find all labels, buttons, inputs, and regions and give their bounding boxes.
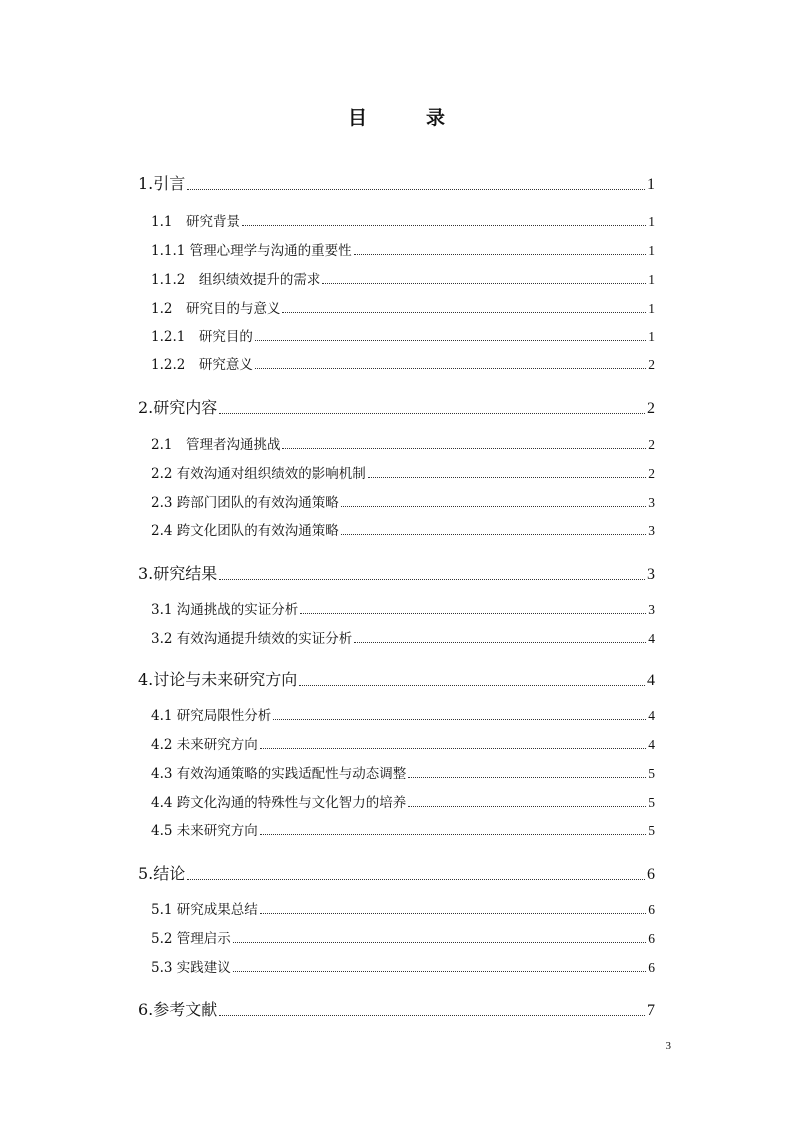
- toc-entry-page: 3: [647, 566, 655, 583]
- toc-entry-text: 1.2.2 研究意义: [151, 357, 253, 373]
- toc-entry-page: 1: [648, 243, 655, 258]
- page-number: 3: [665, 1040, 671, 1052]
- toc-entry-text: 5.结论: [138, 864, 186, 883]
- toc-entry[interactable]: [151, 355, 655, 373]
- toc-entry-text: 1.2.1 研究目的: [151, 329, 253, 345]
- toc-entry[interactable]: [151, 900, 655, 918]
- toc-entry[interactable]: [151, 629, 655, 647]
- toc-entry[interactable]: [151, 600, 655, 618]
- toc-entry[interactable]: [151, 793, 655, 811]
- toc-entry-text: 1.1.2 组织绩效提升的需求: [151, 272, 321, 288]
- toc-entry-page: 5: [648, 823, 655, 838]
- toc-dot-leader: [322, 282, 646, 284]
- toc-entry[interactable]: [151, 958, 655, 976]
- toc-entry-text: 2.研究内容: [138, 398, 218, 417]
- toc-entry-page: 3: [648, 523, 655, 538]
- toc-entry-text: 3.研究结果: [138, 564, 218, 583]
- toc-entry[interactable]: [151, 435, 655, 453]
- toc-dot-leader: [341, 533, 646, 535]
- toc-entry[interactable]: [151, 706, 655, 724]
- toc-entry-text: 3.2 有效沟通提升绩效的实证分析: [151, 631, 353, 647]
- toc-dot-leader: [408, 776, 646, 778]
- toc-entry-text: 3.1 沟通挑战的实证分析: [151, 602, 299, 618]
- toc-dot-leader: [260, 833, 646, 835]
- toc-entry[interactable]: [151, 735, 655, 753]
- toc-entry-text: 2.1 管理者沟通挑战: [151, 437, 281, 453]
- toc-dot-leader: [354, 641, 646, 643]
- toc-dot-leader: [255, 339, 646, 341]
- toc-entry-page: 5: [648, 766, 655, 781]
- toc-entry-text: 2.2 有效沟通对组织绩效的影响机制: [151, 466, 366, 482]
- toc-entry[interactable]: [151, 241, 655, 259]
- toc-entry-page: 7: [647, 1002, 655, 1019]
- toc-entry-page: 2: [648, 466, 655, 481]
- toc-entry[interactable]: [151, 764, 655, 782]
- toc-entry-text: 4.1 研究局限性分析: [151, 708, 272, 724]
- toc-dot-leader: [233, 941, 646, 943]
- toc-dot-leader: [282, 447, 646, 449]
- toc-entry[interactable]: [151, 493, 655, 511]
- toc-title: 目 录: [347, 107, 465, 129]
- toc-entry-text: 5.2 管理启示: [151, 931, 231, 947]
- toc-dot-leader: [219, 578, 645, 580]
- toc-entry-page: 4: [647, 672, 655, 689]
- toc-entry-text: 4.5 未来研究方向: [151, 823, 258, 839]
- toc-entry-page: 6: [648, 931, 655, 946]
- toc-dot-leader: [408, 805, 646, 807]
- toc-dot-leader: [242, 224, 646, 226]
- toc-dot-leader: [187, 188, 645, 190]
- toc-entry-page: 4: [648, 708, 655, 723]
- toc-entry-text: 5.3 实践建议: [151, 960, 231, 976]
- toc-dot-leader: [354, 253, 647, 255]
- toc-entry[interactable]: [138, 862, 655, 884]
- toc-entry-page: 6: [648, 902, 655, 917]
- toc-entry-text: 4.2 未来研究方向: [151, 737, 258, 753]
- toc-dot-leader: [273, 718, 646, 720]
- toc-entry[interactable]: [151, 929, 655, 947]
- toc-entry[interactable]: [138, 172, 655, 194]
- toc-dot-leader: [255, 367, 646, 369]
- toc-entry-page: 2: [648, 357, 655, 372]
- toc-entry-text: 1.1 研究背景: [151, 214, 240, 230]
- toc-entry[interactable]: [151, 299, 655, 317]
- toc-entry-text: 6.参考文献: [138, 1000, 218, 1019]
- toc-dot-leader: [260, 912, 646, 914]
- toc-entry-page: 1: [648, 214, 655, 229]
- toc-entry-text: 4.3 有效沟通策略的实践适配性与动态调整: [151, 766, 407, 782]
- toc-entry-page: 2: [648, 437, 655, 452]
- toc-entry[interactable]: [151, 327, 655, 345]
- toc-dot-leader: [233, 970, 646, 972]
- toc-dot-leader: [219, 1014, 645, 1016]
- toc-entry-text: 2.4 跨文化团队的有效沟通策略: [151, 523, 339, 539]
- toc-entry-text: 1.1.1 管理心理学与沟通的重要性: [151, 243, 352, 259]
- toc-entry[interactable]: [151, 821, 655, 839]
- toc-entry-page: 1: [648, 329, 655, 344]
- toc-entry[interactable]: [151, 464, 655, 482]
- toc-dot-leader: [187, 878, 645, 880]
- toc-entry-page: 1: [648, 272, 655, 287]
- toc-entry-page: 3: [648, 602, 655, 617]
- toc-entry-page: 1: [648, 301, 655, 316]
- toc-entry-page: 1: [647, 176, 655, 193]
- toc-entry-text: 4.4 跨文化沟通的特殊性与文化智力的培养: [151, 795, 407, 811]
- toc-dot-leader: [368, 476, 646, 478]
- toc-entry-page: 6: [647, 866, 655, 883]
- toc-entry[interactable]: [151, 270, 655, 288]
- toc-dot-leader: [260, 747, 646, 749]
- toc-dot-leader: [341, 505, 646, 507]
- toc-entry-page: 3: [648, 495, 655, 510]
- toc-entry[interactable]: [138, 396, 655, 418]
- toc-entry-text: 5.1 研究成果总结: [151, 902, 258, 918]
- toc-entry-page: 4: [648, 737, 655, 752]
- toc-dot-leader: [300, 612, 646, 614]
- toc-entry-text: 1.引言: [138, 174, 186, 193]
- toc-entry[interactable]: [138, 562, 655, 584]
- toc-entry-page: 6: [648, 960, 655, 975]
- toc-entry[interactable]: [138, 998, 655, 1020]
- toc-entry-page: 5: [648, 795, 655, 810]
- toc-entry-text: 1.2 研究目的与意义: [151, 301, 281, 317]
- toc-dot-leader: [282, 311, 646, 313]
- toc-entry-page: 2: [647, 400, 655, 417]
- toc-dot-leader: [299, 684, 645, 686]
- toc-entry-page: 4: [648, 631, 655, 646]
- toc-entry-text: 4.讨论与未来研究方向: [138, 670, 298, 689]
- toc-entry[interactable]: [151, 212, 655, 230]
- toc-entry[interactable]: [138, 668, 655, 690]
- toc-entry[interactable]: [151, 521, 655, 539]
- toc-entry-text: 2.3 跨部门团队的有效沟通策略: [151, 495, 339, 511]
- toc-dot-leader: [219, 412, 645, 414]
